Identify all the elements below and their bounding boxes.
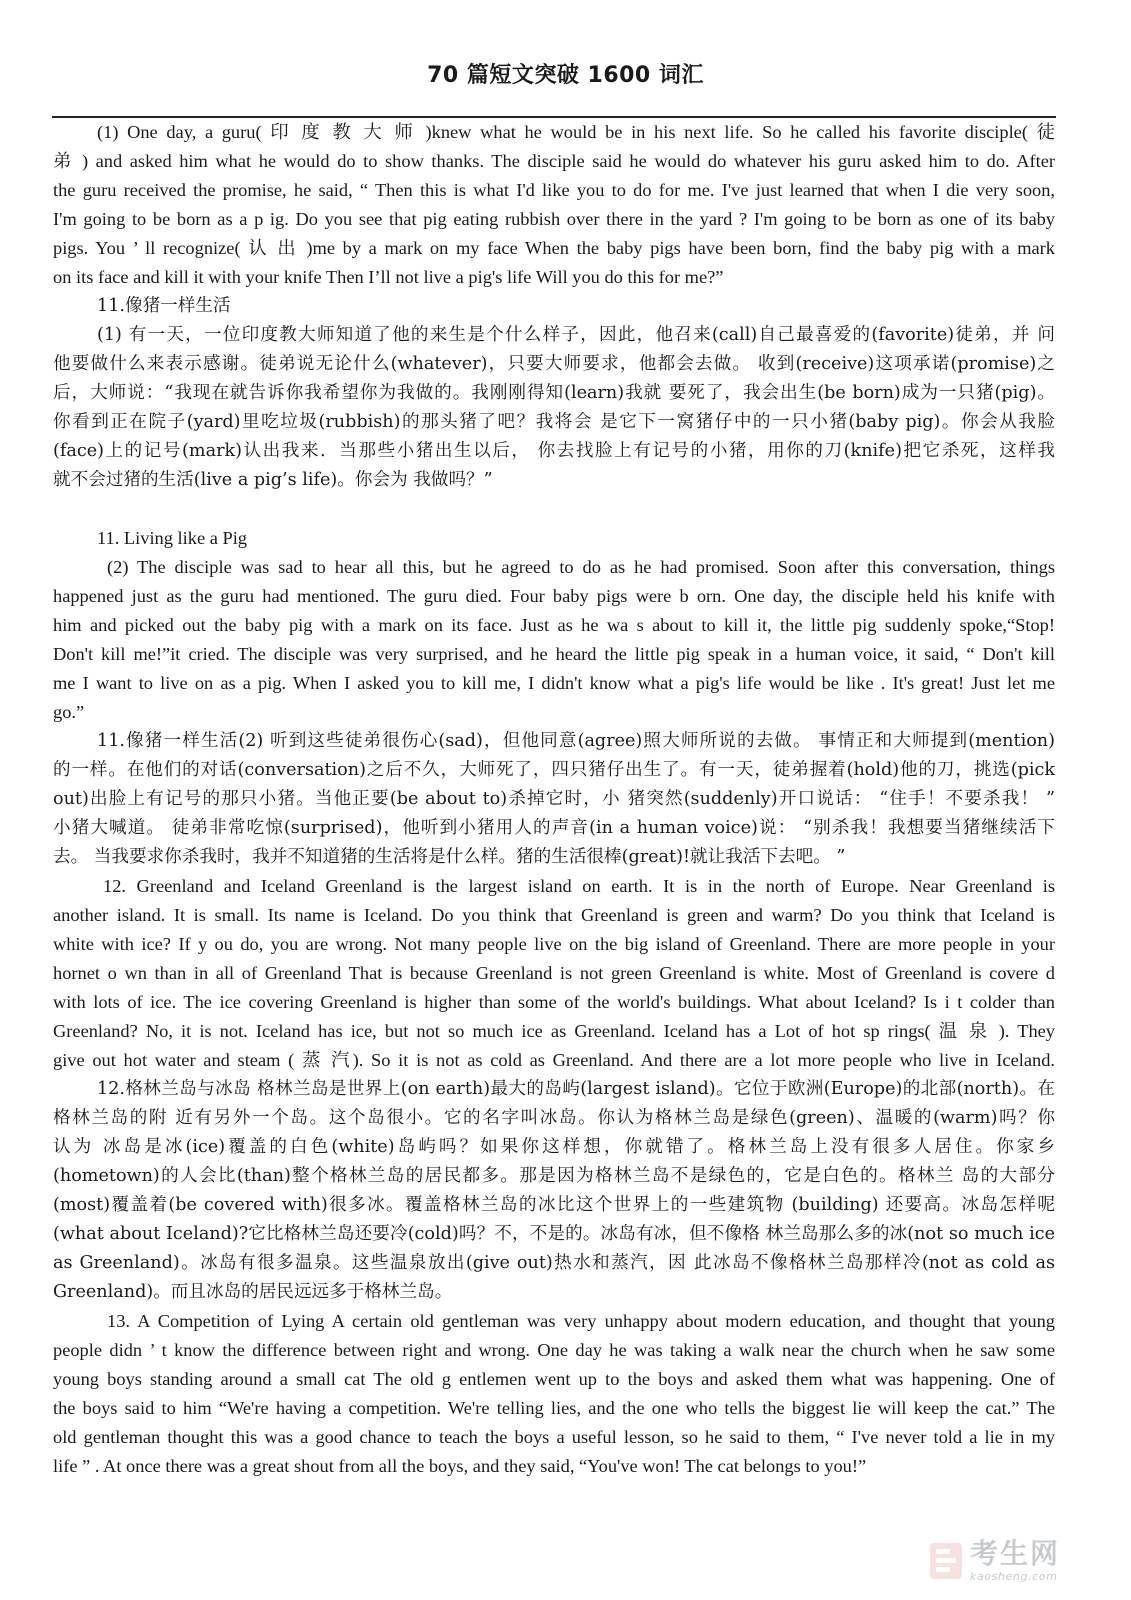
text-line: 的一样。在他们的对话(conversation)之后不久，大师死了，四只猪仔出生了。有一天，徒弟握着(hold)他的刀，挑选(pick	[53, 760, 1055, 780]
text-line: 小猪大喊道。 徒弟非常吃惊(surprised)，他听到小猪用人的声音(in a human voice)说： “别杀我！我想要当猪继续活下	[53, 818, 1055, 838]
text-line: on its face and kill it with your knife Then I’ll not live a pig's life Will you do this for me?”	[53, 267, 724, 287]
text-line: old gentleman thought this was a good chance to teach the boys a useful lesson, so he said to them, “ I've never told a lie in my	[53, 1427, 1055, 1447]
text-line: the guru received the promise, he said, “ Then this is what I'd like you to do for me. I've just learned that when I die very soon,	[53, 180, 1055, 200]
page-title: 70 篇短文突破 1600 词汇	[427, 63, 704, 88]
section-heading: 11. Living like a Pig	[97, 528, 248, 548]
text-line: 13. A Competition of Lying A certain old gentleman was very unhappy about modern education, and thought that young	[107, 1311, 1055, 1331]
text-line: 他要做什么来表示感谢。徒弟说无论什么(whatever)，只要大师要求，他都会去做。 收到(receive)这项承诺(promise)之	[53, 354, 1055, 374]
text-line: (1) 有一天，一位印度教大师知道了他的来生是个什么样子，因此，他召来(call)自己最喜爱的(favorite)徒弟，并 问	[97, 325, 1055, 345]
text-line: 12.格林兰岛与冰岛 格林兰岛是世界上(on earth)最大的岛屿(largest island)。它位于欧洲(Europe)的北部(north)。在	[97, 1079, 1055, 1099]
text-line: Don't kill me!”it cried. The disciple was very surprised, and he heard the little pig speak in a human voice, it said, “ Don't kill	[53, 644, 1055, 664]
text-line: out)出脸上有记号的那只小猪。当他正要(be about to)杀掉它时，小 猪突然(suddenly)开口说话： “住手！不要杀我！ ”	[53, 789, 1055, 809]
text-line: (what about Iceland)?它比格林兰岛还要冷(cold)吗？不，不是的。冰岛有冰，但不像格 林兰岛那么多的冰(not so much ice	[53, 1224, 1055, 1244]
text-line: 格林兰岛的附 近有另外一个岛。这个岛很小。它的名字叫冰岛。你认为格林兰岛是绿色(green)、温暖的(warm)吗？你	[53, 1108, 1055, 1128]
text-line: people didn ’ t know the difference between right and wrong. One day he was taking a walk near the church when he saw some	[53, 1340, 1055, 1360]
watermark-brand: 考生网	[970, 1537, 1061, 1570]
text-line: I'm going to be born as a p ig. Do you see that pig eating rubbish over there in the yard ? I'm going to be born as one of its baby	[53, 209, 1055, 229]
text-line: young boys standing around a small cat The old g entlemen went up to the boys and asked them what was happening. One of	[53, 1369, 1055, 1389]
text-line: as Greenland)。冰岛有很多温泉。这些温泉放出(give out)热水和蒸汽，因 此冰岛不像格林兰岛那样冷(not as cold as	[53, 1253, 1055, 1273]
text-line: hornet o wn than in all of Greenland That is because Greenland is not green Greenland is white. Most of Greenland is covere d	[53, 963, 1055, 983]
text-line: Greenland? No, it is not. Iceland has ice, but not so much ice as Greenland. Iceland has a Lot of hot sp rings( 温 泉 ). They	[53, 1021, 1055, 1041]
text-line: Greenland)。而且冰岛的居民远远多于格林兰岛。	[53, 1282, 453, 1302]
text-line: give out hot water and steam ( 蒸 汽). So it is not as cold as Greenland. And there are a lot more people who live in Iceland.	[53, 1050, 1055, 1070]
text-line: another island. It is small. Its name is Iceland. Do you think that Greenland is green and warm? Do you think that Iceland is	[53, 905, 1055, 925]
text-line: go.”	[53, 702, 85, 722]
text-line: (face)上的记号(mark)认出我来．当那些小猪出生以后， 你去找脸上有记号的小猪，用你的刀(knife)把它杀死，这样我	[53, 441, 1055, 461]
text-line: me I want to live on as a pig. When I asked you to kill me, I didn't know what a pig's life would be like . It's great! Just let me	[53, 673, 1055, 693]
text-line: the boys said to him “We're having a competition. We're telling lies, and the one who tells the biggest lie will keep the cat.” The	[53, 1398, 1055, 1418]
text-line: (1) One day, a guru( 印 度 教 大 师 )knew what he would be in his next life. So he called his favorite disciple( 徒	[97, 122, 1055, 142]
section-heading: 11.像猪一样生活	[97, 296, 231, 316]
watermark-url: kaosheng.com	[970, 1570, 1058, 1583]
site-watermark	[928, 1534, 1098, 1588]
text-line: 后，大师说：“我现在就告诉你我希望你为我做的。我刚刚得知(learn)我就 要死了，我会出生(be born)成为一只猪(pig)。	[53, 383, 1055, 403]
text-line: 去。 当我要求你杀我时，我并不知道猪的生活将是什么样。猪的生活很棒(great)!就让我活下去吧。 ”	[53, 847, 846, 867]
text-line: happened just as the guru had mentioned. The guru died. Four baby pigs were b orn. One day, the disciple held his knife with	[53, 586, 1055, 606]
text-line: 弟 ) and asked him what he would do to show thanks. The disciple said he would do whatever his guru asked him to do. After	[53, 151, 1055, 171]
text-line: 11.像猪一样生活(2) 听到这些徒弟很伤心(sad)，但他同意(agree)照大师所说的去做。 事情正和大师提到(mention)	[97, 731, 1055, 751]
text-line: him and picked out the baby pig with a mark on its face. Just as he wa s about to kill it, the little pig suddenly spoke,“Stop!	[53, 615, 1055, 635]
text-line: 你看到正在院子(yard)里吃垃圾(rubbish)的那头猪了吧？我将会 是它下一窝猪仔中的一只小猪(baby pig)。你会从我脸	[53, 412, 1055, 432]
text-line: (2) The disciple was sad to hear all this, but he agreed to do as he had promised. Soon after this conversation, things	[107, 557, 1055, 577]
text-line: with lots of ice. The ice covering Greenland is higher than some of the world's buildings. What about Iceland? Is i t colder than	[53, 992, 1055, 1012]
text-line: 12. Greenland and Iceland Greenland is the largest island on earth. It is in the north of Europe. Near Greenland is	[103, 876, 1055, 896]
text-line: 认为 冰岛是冰(ice)覆盖的白色(white)岛屿吗？如果你这样想，你就错了。格林兰岛上没有很多人居住。你家乡	[53, 1137, 1055, 1157]
text-line: (most)覆盖着(be covered with)很多冰。覆盖格林兰岛的冰比这个世界上的一些建筑物 (building) 还要高。冰岛怎样呢	[53, 1195, 1055, 1215]
text-line: (hometown)的人会比(than)整个格林兰岛的居民都多。那是因为格林兰岛不是绿色的，它是白色的。格林兰 岛的大部分	[53, 1166, 1055, 1186]
kaosheng-logo-icon	[928, 1541, 964, 1581]
text-line: white with ice? If y ou do, you are wrong. Not many people live on the big island of Greenland. There are more people in your	[53, 934, 1055, 954]
text-line: life ” . At once there was a great shout from all the boys, and they said, “You've won! The cat belongs to you!”	[53, 1456, 867, 1476]
text-line: 就不会过猪的生活(live a pig’s life)。你会为 我做吗？”	[53, 470, 493, 490]
text-line: pigs. You ’ ll recognize( 认 出 )me by a mark on my face When the baby pigs have been born, find the baby pig with a mark	[53, 238, 1055, 258]
